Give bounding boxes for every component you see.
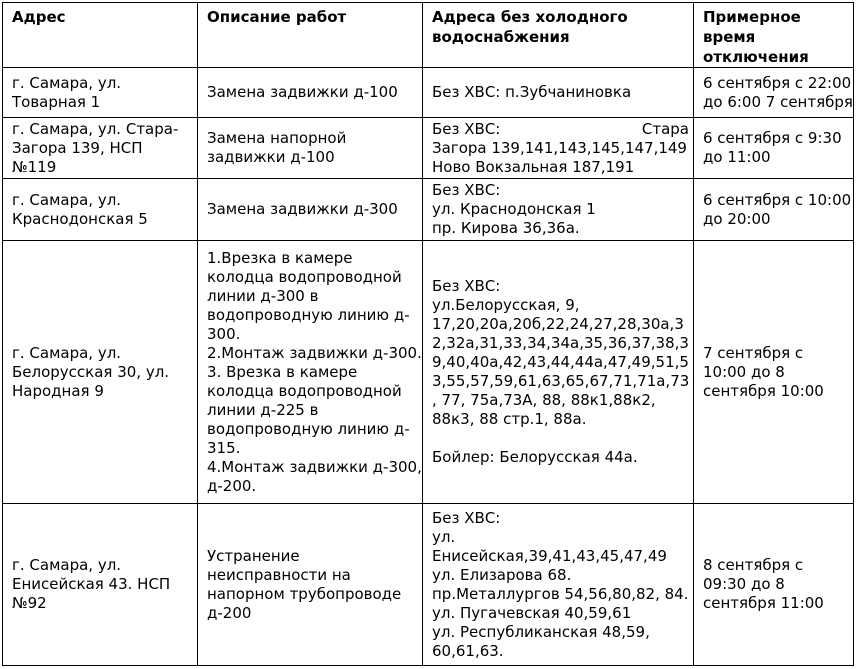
header-time: Примерное время отключения: [694, 3, 854, 68]
cell-time: 6 сентября с 10:00 до 20:00: [694, 179, 854, 241]
cell-no-water: Без ХВС: ул. Енисейская,39,41,43,45,47,49 ул. Елизарова 68. пр.Металлургов 54,56,80,82, 84. ул. Пугачевская 40,59,61 ул. Республиканская 48,59, 60,61,63.: [423, 504, 694, 666]
cell-description: Замена задвижки д-100: [198, 68, 423, 118]
header-description: Описание работ: [198, 3, 423, 68]
cell-description: Замена задвижки д-300: [198, 179, 423, 241]
header-address: Адрес: [3, 3, 198, 68]
table-row: [3, 504, 854, 666]
table-row: [3, 241, 854, 504]
header-no-water: Адреса без холодного водоснабжения: [423, 3, 694, 68]
header-row: [3, 3, 854, 68]
cell-no-water: Без ХВС: ул.Белорусская, 9, 17,20,20а,20б,22,24,27,28,30а,3 2,32а,31,33,34,34а,35,36,37,38,3 9,40,40а,42,43,44,44а,47,49,51,5 3,55,57,59,61,63,65,67,71,71а,73 , 77, 75а,73А, 88, 88к1,88к2, 88к3, 88 стр.1, 88а. Бойлер: Белорусская 44а.: [423, 241, 694, 504]
cell-time: 8 сентября с 09:30 до 8 сентября 11:00: [694, 504, 854, 666]
cell-time: 6 сентября с 9:30 до 11:00: [694, 118, 854, 179]
outage-table: [2, 2, 854, 666]
cell-description: 1.Врезка в камере колодца водопроводной линии д-300 в водопроводную линию д- 300. 2.Монтаж задвижки д-300. 3. Врезка в камере колодца водопроводной линии д-225 в водопроводную линию д- 315. 4.Монтаж задвижки д-300, д-200.: [198, 241, 423, 504]
cell-time: 6 сентября с 22:00 до 6:00 7 сентября: [694, 68, 854, 118]
cell-address: г. Самара, ул. Стара- Загора 139, НСП №119: [3, 118, 198, 179]
table-row: [3, 179, 854, 241]
cell-description: Устранение неисправности на напорном трубопроводе д-200: [198, 504, 423, 666]
cell-address: г. Самара, ул. Енисейская 43. НСП №92: [3, 504, 198, 666]
cell-address: г. Самара, ул. Краснодонская 5: [3, 179, 198, 241]
cell-address: г. Самара, ул. Белорусская 30, ул. Народная 9: [3, 241, 198, 504]
table-row: [3, 68, 854, 118]
table-row: [3, 118, 854, 179]
cell-no-water: Без ХВС: Стара Загора 139,141,143,145,147,149 Ново Вокзальная 187,191: [423, 118, 694, 179]
cell-no-water: Без ХВС: п.Зубчаниновка: [423, 68, 694, 118]
cell-address: г. Самара, ул. Товарная 1: [3, 68, 198, 118]
cell-time: 7 сентября с 10:00 до 8 сентября 10:00: [694, 241, 854, 504]
cell-no-water: Без ХВС: ул. Краснодонская 1 пр. Кирова 36,36а.: [423, 179, 694, 241]
cell-description: Замена напорной задвижки д-100: [198, 118, 423, 179]
